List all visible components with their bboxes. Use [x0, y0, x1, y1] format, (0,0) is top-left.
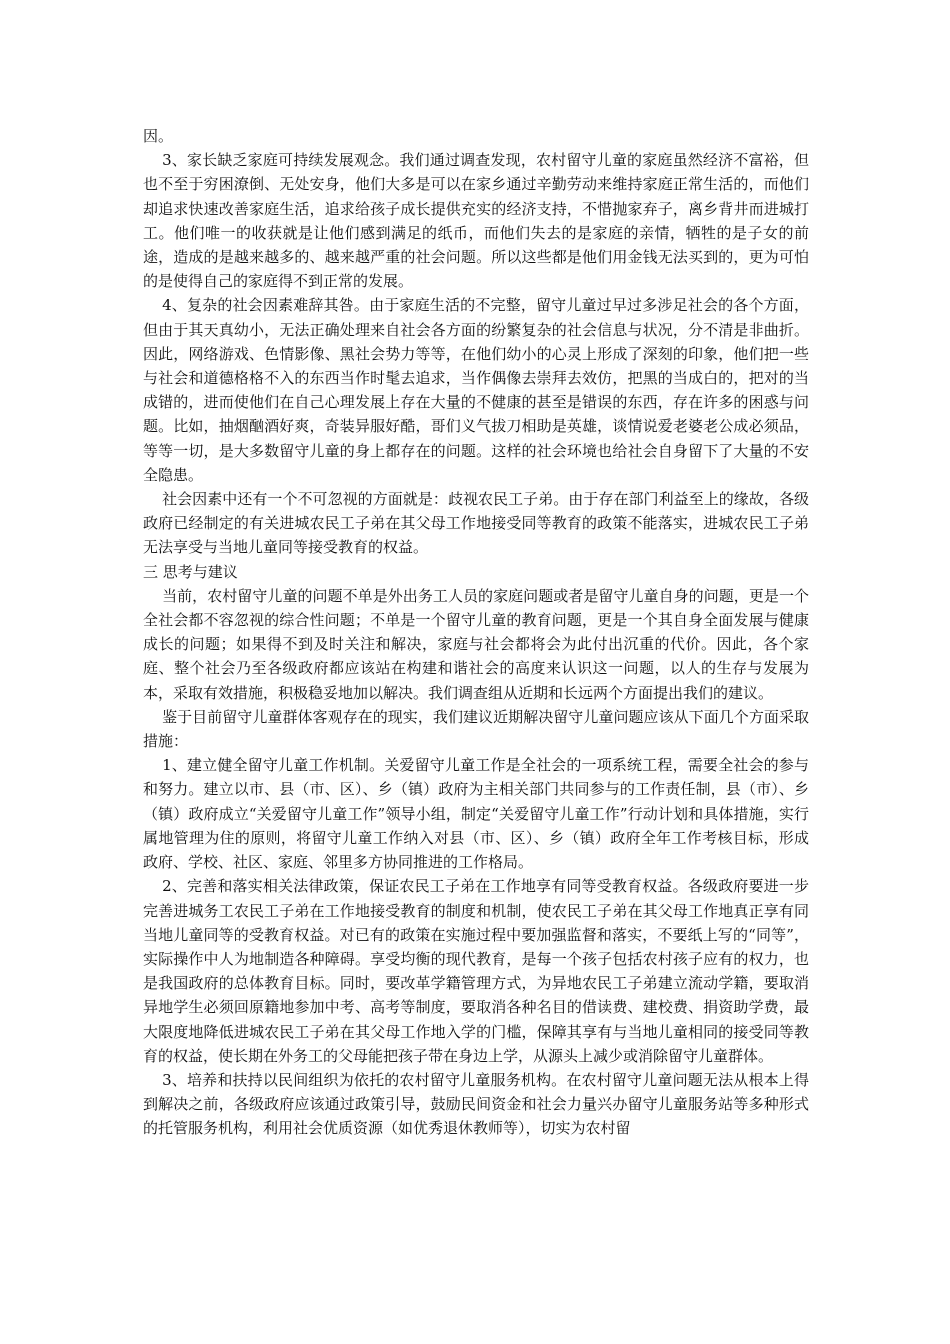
document-body — [143, 124, 809, 1141]
paragraph-suggestion-2: 2、完善和落实相关法律政策，保证农民工子弟在工作地享有同等受教育权益。各级政府要进一步完善进城务工农民工子弟在工作地接受教育的制度和机制，使农民工子弟在其父母工作地真正享有同当地儿童同等的受教育权益。对已有的政策在实施过程中要加强监督和落实，不要纸上写的“同等”，实际操作中人为地制造各种障碍。享受均衡的现代教育，是每一个孩子包括农村孩子应有的权力，也是我国政府的总体教育目标。同时，要改革学籍管理方式，为异地农民工子弟建立流动学籍，要取消异地学生必须回原籍地参加中考、高考等制度，要取消各种名目的借读费、建校费、捐资助学费，最大限度地降低进城农民工子弟在其父母工作地入学的门槛，保障其享有与当地儿童相同的接受同等教育的权益，使长期在外务工的父母能把孩子带在身边上学，从源头上减少或消除留守儿童群体。 — [143, 877, 809, 1065]
paragraph-point-4: 4、复杂的社会因素难辞其咎。由于家庭生活的不完整，留守儿童过早过多涉足社会的各个方面，但由于其天真幼小，无法正确处理来自社会各方面的纷繁复杂的社会信息与状况，分不清是非曲折。因此，网络游戏、色情影像、黑社会势力等等，在他们幼小的心灵上形成了深刻的印象，他们把一些与社会和道德格格不入的东西当作时髦去追求，当作偶像去崇拜去效仿，把黑的当成白的，把对的当成错的，进而使他们在自己心理发展上存在大量的不健康的甚至是错误的东西，存在许多的困惑与问题。比如，抽烟酗酒好爽，奇装异服好酷，哥们义气拔刀相助是英雄，谈情说爱老婆老公成必须品，等等一切，是大多数留守儿童的身上都存在的问题。这样的社会环境也给社会自身留下了大量的不安全隐患。 — [143, 296, 809, 484]
section-heading: 三 思考与建议 — [143, 562, 238, 581]
paragraph-point-3: 3、家长缺乏家庭可持续发展观念。我们通过调查发现，农村留守儿童的家庭虽然经济不富裕，但也不至于穷困潦倒、无处安身，他们大多是可以在家乡通过辛勤劳动来维持家庭正常生活的，而他们却追求快速改善家庭生活，追求给孩子成长提供充实的经济支持，不惜抛家弃子，离乡背井而进城打工。他们唯一的收获就是让他们感到满足的纸币，而他们失去的是家庭的亲情，牺牲的是子女的前途，造成的是越来越多的、越来越严重的社会问题。所以这些都是他们用金钱无法买到的，更为可怕的是使得自己的家庭得不到正常的发展。 — [143, 151, 809, 291]
paragraph-continuation: 因。 — [143, 127, 174, 145]
paragraph-measures-intro: 鉴于目前留守儿童群体客观存在的现实，我们建议近期解决留守儿童问题应该从下面几个方面采取措施： — [143, 707, 809, 751]
paragraph-social-factor: 社会因素中还有一个不可忽视的方面就是：歧视农民工子弟。由于存在部门利益至上的缘故，各级政府已经制定的有关进城农民工子弟在其父母工作地接受同等教育的政策不能落实，进城农民工子弟无法享受与当地儿童同等接受教育的权益。 — [143, 490, 809, 557]
paragraph-suggestion-3: 3、培养和扶持以民间组织为依托的农村留守儿童服务机构。在农村留守儿童问题无法从根本上得到解决之前，各级政府应该通过政策引导，鼓励民间资金和社会力量兴办留守儿童服务站等多种形式的托管服务机构，利用社会优质资源（如优秀退休教师等），切实为农村留 — [143, 1070, 809, 1138]
paragraph-current-situation: 当前，农村留守儿童的问题不单是外出务工人员的家庭问题或者是留守儿童自身的问题，更是一个全社会都不容忽视的综合性问题；不单是一个留守儿童的教育问题，更是一个其自身全面发展与健康成长的问题；如果得不到及时关注和解决，家庭与社会都将会为此付出沉重的代价。因此，各个家庭、整个社会乃至各级政府都应该站在构建和谐社会的高度来认识这一问题，以人的生存与发展为本，采取有效措施，积极稳妥地加以解决。我们调查组从近期和长远两个方面提出我们的建议。 — [143, 586, 809, 702]
paragraph-suggestion-1: 1、建立健全留守儿童工作机制。关爱留守儿童工作是全社会的一项系统工程，需要全社会的参与和努力。建立以市、县（市、区）、乡（镇）政府为主相关部门共同参与的工作责任制，县（市）、乡（镇）政府成立“关爱留守儿童工作”领导小组，制定“关爱留守儿童工作”行动计划和具体措施，实行属地管理为住的原则，将留守儿童工作纳入对县（市、区）、乡（镇）政府全年工作考核目标，形成政府、学校、社区、家庭、邻里多方协同推进的工作格局。 — [143, 756, 809, 872]
